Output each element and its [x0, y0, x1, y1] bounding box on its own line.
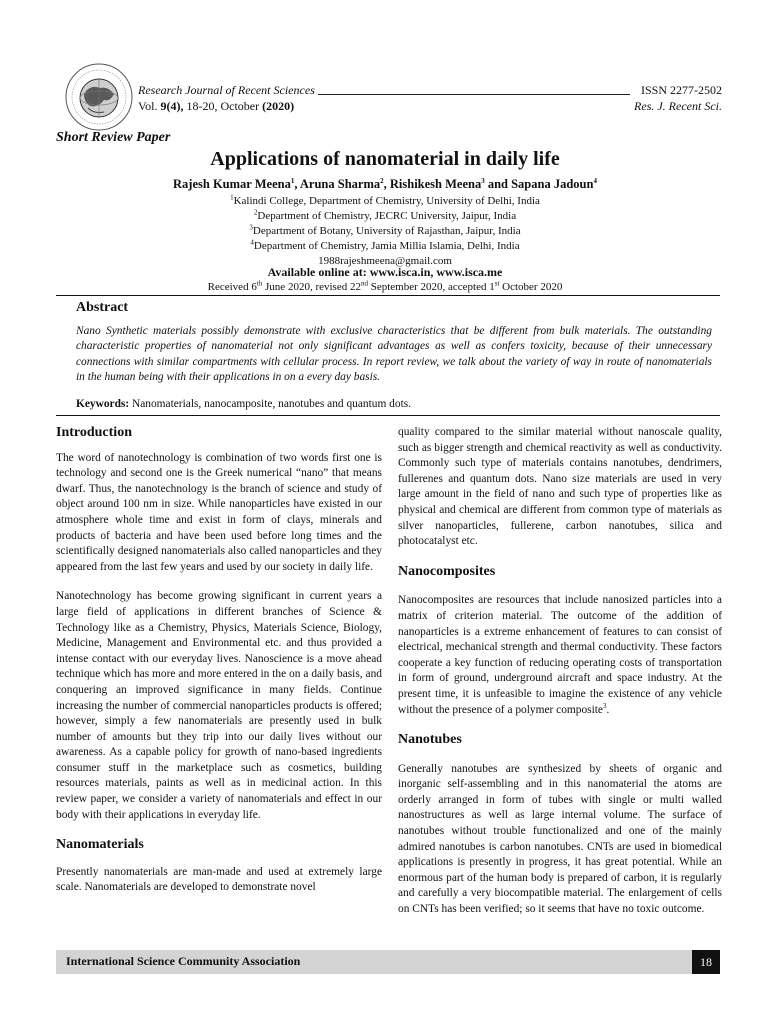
author-sup: 1 — [290, 176, 295, 185]
vol-pages: 18-20, October — [183, 99, 263, 113]
nanocomposites-paragraph — [398, 593, 722, 718]
journal-issn-block — [634, 82, 722, 114]
received-part: September 2020, accepted 1 — [367, 281, 495, 293]
received-part: October 2020 — [499, 281, 563, 293]
affiliation-text: Department of Chemistry, Jamia Millia Islamia, Delhi, India — [253, 240, 520, 252]
section-heading-nanocomposites: Nanocomposites — [398, 563, 496, 579]
paper-title: Applications of nanomaterial in daily life — [210, 148, 560, 170]
nanomaterials-continued: quality compared to the similar material without nanoscale quality, such as bigger strength and chemical reactivity as well as conductivity. Commonly such type of materials contains nanotubes, dendrimers, fullerenes and quantum dots. Nano size materials are used in very large amount in the field of nano and such type of properties like as physical and chemical are different from common type of materials as silver nanoparticles, fullerene, carbon nanotubes, silica and photocatalyst etc. — [398, 426, 722, 548]
nanomaterials-paragraph: Presently nanomaterials are man-made and used at extremely large scale. Nanomaterials are developed to demonstrate novel — [56, 865, 382, 894]
author-sup: 3 — [481, 176, 485, 185]
author: Rishikesh Meena — [389, 177, 482, 191]
affiliation-sup: 3 — [249, 223, 253, 232]
affiliation-text: Department of Chemistry, JECRC University, Jaipur, India — [257, 210, 517, 222]
available-online: Available online at: www.isca.in, www.isca.me — [267, 265, 503, 279]
affiliation-text: Department of Botany, University of Rajasthan, Jaipur, India — [252, 225, 521, 237]
page-number: 18 — [692, 950, 720, 974]
affiliation-line — [0, 209, 770, 224]
author-sup: 4 — [593, 176, 597, 185]
keywords-list: Nanomaterials, nanocamposite, nanotubes and quantum dots. — [129, 398, 412, 410]
author-list — [0, 177, 770, 192]
affiliation-sup: 1 — [230, 193, 234, 202]
isca-globe-logo-icon — [64, 62, 134, 132]
received-dates — [0, 281, 770, 293]
affiliation-text: Kalindi College, Department of Chemistry, University of Delhi, India — [233, 195, 540, 207]
keywords-label: Keywords: — [76, 398, 130, 410]
author-email[interactable]: 1988rajeshmeena@gmail.com — [318, 255, 452, 267]
affiliation-sup: 2 — [253, 208, 258, 217]
volume-info — [138, 98, 315, 114]
journal-name: Research Journal of Recent Sciences — [138, 83, 315, 97]
author-sep: , — [294, 177, 300, 191]
citation-ref: 3 — [602, 701, 607, 710]
paper-type: Short Review Paper — [56, 130, 171, 145]
section-heading-nanomaterials: Nanomaterials — [56, 837, 144, 853]
received-sup: th — [256, 279, 263, 288]
author: Rajesh Kumar Meena — [173, 177, 291, 191]
keywords — [76, 398, 712, 410]
affiliation-line — [0, 224, 770, 239]
received-part: June 2020, revised 22 — [262, 281, 361, 293]
right-column — [398, 425, 722, 918]
vol-number: 9(4), — [160, 99, 184, 113]
section-heading-introduction: Introduction — [56, 425, 132, 440]
abstract-text: Nano Synthetic materials possibly demonstrate with exclusive characteristics that be different from bulk materials. The outstanding characteristic properties of nanomaterial not only significant advantages as well as confers toxicity, because of their unnecessary connections with similar compartments with cellular process. In report review, we talk about the variety of way in route of nanomaterials in the human being with their applications in on a every day basis. — [76, 325, 712, 384]
journal-abbrev: Res. J. Recent Sci. — [634, 99, 722, 113]
nanocomposites-text: Nanocomposites are resources that include nanosized particles into a matrix of criterion material. The outcome of the addition of nanoparticles is a extreme enhancement of features to can consist of electrical, mechanical strength and thermal conductivity. These factors cooperate a key function of reducing operating costs of transportation in form of ground, underground aircraft and space industry. At the present time, it is unfeasible to imagine the existence of any vehicle without the presence of a polymer composite — [398, 594, 722, 716]
received-sup: nd — [360, 279, 368, 288]
abstract-bottom-rule — [56, 415, 720, 416]
journal-header — [138, 82, 315, 114]
author-sup: 2 — [380, 176, 384, 185]
abstract-heading: Abstract — [76, 300, 129, 315]
header-rule — [318, 94, 630, 95]
footer-organization: International Science Community Association — [66, 954, 301, 968]
nanocomposites-end: . — [606, 703, 610, 716]
affiliations — [0, 194, 770, 269]
affiliation-sup: 4 — [250, 238, 254, 247]
intro-paragraph-1: The word of nanotechnology is combination of two words first one is technology and second one is the Greek numerical “nano” that means dwarf. Thus, the nanotechnology is the branch of science and study of object around 100 nm in size. While nanoparticles have existed in our atmosphere whole time and exist in form of clays, minerals and products of bacteria and have been used before long times and the scientifically designed nanomaterials also called nanoparticles and they appeared from the last few years and used by our society in daily life. — [56, 451, 382, 573]
vol-year: (2020) — [262, 99, 295, 113]
author: Aruna Sharma — [299, 177, 381, 191]
author: Sapana Jadoun — [511, 177, 594, 191]
left-column — [56, 425, 382, 896]
received-part: Received 6 — [207, 281, 257, 293]
affiliation-line — [0, 239, 770, 254]
intro-paragraph-2: Nanotechnology has become growing significant in current years a large field of applications in different branches of Science & Technology like as a Chemistry, Physics, Materials Science, Biology, Medicine, Management and Environmental etc. and thus provided a intense contact with our everyday lives. Nanoscience is a move ahead technique which has more and more entered in the on a daily basis, and conquering an improved significance in many fields. Continue increasing the number of commercial nanoparticles products is offered; however, simply a few nanomaterials are presently used in bulk number of amounts but they trip into our daily lives without our awareness. As a capable policy for growth of nano-based ingredients consumer stuff in the marketplace such as cosmetics, building resources materials, paints as well as in medicinal action. In this review paper, we consider a variety of nanomaterials and effect in our body with their applications in everyday life. — [56, 590, 382, 821]
issn: ISSN 2277-2502 — [640, 83, 722, 97]
author-sep: and — [484, 177, 512, 191]
vol-prefix: Vol. — [138, 99, 161, 113]
affiliation-line — [0, 194, 770, 209]
received-sup: st — [494, 279, 500, 288]
abstract-top-rule — [56, 295, 720, 296]
author-sep: , — [383, 177, 390, 191]
section-heading-nanotubes: Nanotubes — [398, 732, 462, 748]
nanotubes-paragraph: Generally nanotubes are synthesized by sheets of organic and inorganic self-assembling and in this nanomaterial the atoms are orderly arranged in form of tubes with single or multi walled nanostructures as well as large internal volume. The surface of nanotubes without trouble functionalized and one of the mainly admired nanotubes is carbon nanotubes. CNTs are used in biomedical applications is presently in progress, it has great potential. While an enormous part of the human body is prepared of carbon, it is regularly and carefully a very biocompatible material. The enlargement of cells on CNTs has been verified; so it seems that have no toxic outcome. — [398, 762, 722, 916]
